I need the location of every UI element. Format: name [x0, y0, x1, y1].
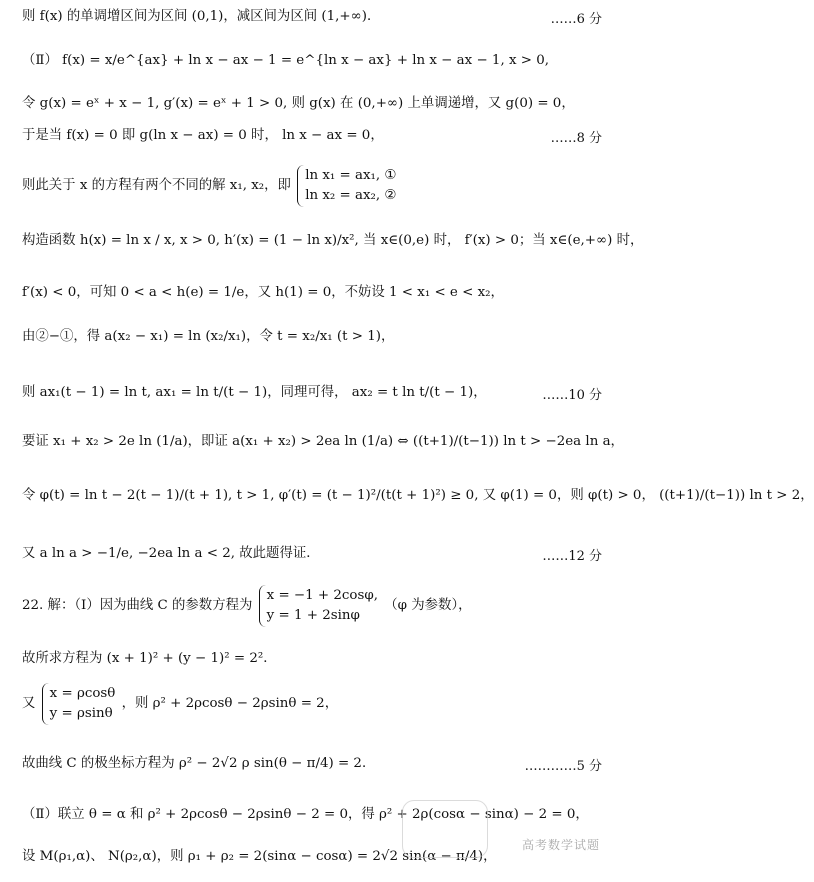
- equation-system-roots: ln x₁ = ax₁, ① ln x₂ = ax₂, ②: [297, 165, 396, 207]
- problem-22-line-6: 设 M(ρ₁,α)、 N(ρ₂,α)，则 ρ₁ + ρ₂ = 2(sinα − cosα) = 2√2 sin(α − π/4)，: [22, 849, 497, 864]
- score-mark-10: ……10 分: [542, 388, 602, 403]
- watermark-logo-icon: [402, 800, 488, 858]
- problem-22-line-1: 22. 解：（Ⅰ）因为曲线 C 的参数方程为 x = −1 + 2cosφ, y = 1 + 2sinφ （φ 为参数），: [22, 583, 600, 629]
- problem-22-line-4: 故曲线 C 的极坐标方程为 ρ² − 2√2 ρ sin(θ − π/4) = 2．: [22, 756, 376, 771]
- problem-22-line-5: （Ⅱ）联立 θ = α 和 ρ² + 2ρcosθ − 2ρsinθ − 2 = 0，得 ρ² + 2ρ(cosα − sinα) − 2 = 0，: [22, 807, 589, 822]
- solution-line-9: 则 ax₁(t − 1) = ln t, ax₁ = ln t/(t − 1)，同理可得， ax₂ = t ln t/(t − 1)，: [22, 385, 487, 400]
- score-mark-12: ……12 分: [542, 549, 602, 564]
- solution-line-6: 构造函数 h(x) = ln x / x, x > 0, h′(x) = (1 − ln x)/x², 当 x∈(0,e) 时， f′(x) > 0；当 x∈(e,+∞) 时，: [22, 233, 644, 248]
- solution-line-8: 由②−①，得 a(x₂ − x₁) = ln (x₂/x₁)，令 t = x₂/x₁ (t > 1)，: [22, 329, 395, 344]
- solution-line-1: 则 f(x) 的单调增区间为区间 (0,1)，减区间为区间 (1,+∞)．: [22, 9, 381, 24]
- equation-system-polar: x = ρcosθ y = ρsinθ: [42, 683, 116, 725]
- solution-line-2: （Ⅱ） f(x) = x/e^{ax} + ln x − ax − 1 = e^{ln x − ax} + ln x − ax − 1, x > 0,: [22, 53, 550, 68]
- score-mark-6: ……6 分: [550, 12, 602, 27]
- score-mark-5: …………5 分: [524, 759, 602, 774]
- solution-line-3: 令 g(x) = eˣ + x − 1, g′(x) = eˣ + 1 > 0, 则 g(x) 在 (0,+∞) 上单调递增，又 g(0) = 0，: [22, 96, 575, 111]
- solution-line-12: 又 a ln a > −1/e, −2ea ln a < 2, 故此题得证．: [22, 546, 320, 561]
- score-mark-8: ……8 分: [550, 131, 602, 146]
- problem-22-line-2: 故所求方程为 (x + 1)² + (y − 1)² = 2²．: [22, 651, 277, 666]
- solution-line-5: 则此关于 x 的方程有两个不同的解 x₁, x₂，即 ln x₁ = ax₁, ① ln x₂ = ax₂, ②: [22, 163, 600, 209]
- solution-line-10: 要证 x₁ + x₂ > 2e ln (1/a)，即证 a(x₁ + x₂) > 2ea ln (1/a) ⇔ ((t+1)/(t−1)) ln t > −2ea ln a，: [22, 434, 624, 449]
- problem-22-line-3: 又 x = ρcosθ y = ρsinθ ，则 ρ² + 2ρcosθ − 2ρsinθ = 2，: [22, 681, 600, 727]
- equation-system-parametric: x = −1 + 2cosφ, y = 1 + 2sinφ: [259, 585, 378, 627]
- solution-line-11: 令 φ(t) = ln t − 2(t − 1)/(t + 1), t > 1, φ′(t) = (t − 1)²/(t(t + 1)²) ≥ 0, 又 φ(1) = 0，则 φ(t) > 0， ((t+1)/(t−1)) ln t > 2，: [22, 488, 814, 503]
- solution-line-7: f′(x) < 0，可知 0 < a < h(e) = 1/e，又 h(1) = 0，不妨设 1 < x₁ < e < x₂，: [22, 285, 504, 300]
- solution-line-4: 于是当 f(x) = 0 即 g(ln x − ax) = 0 时， ln x − ax = 0，: [22, 128, 384, 143]
- watermark-text: 高考数学试题: [521, 838, 600, 852]
